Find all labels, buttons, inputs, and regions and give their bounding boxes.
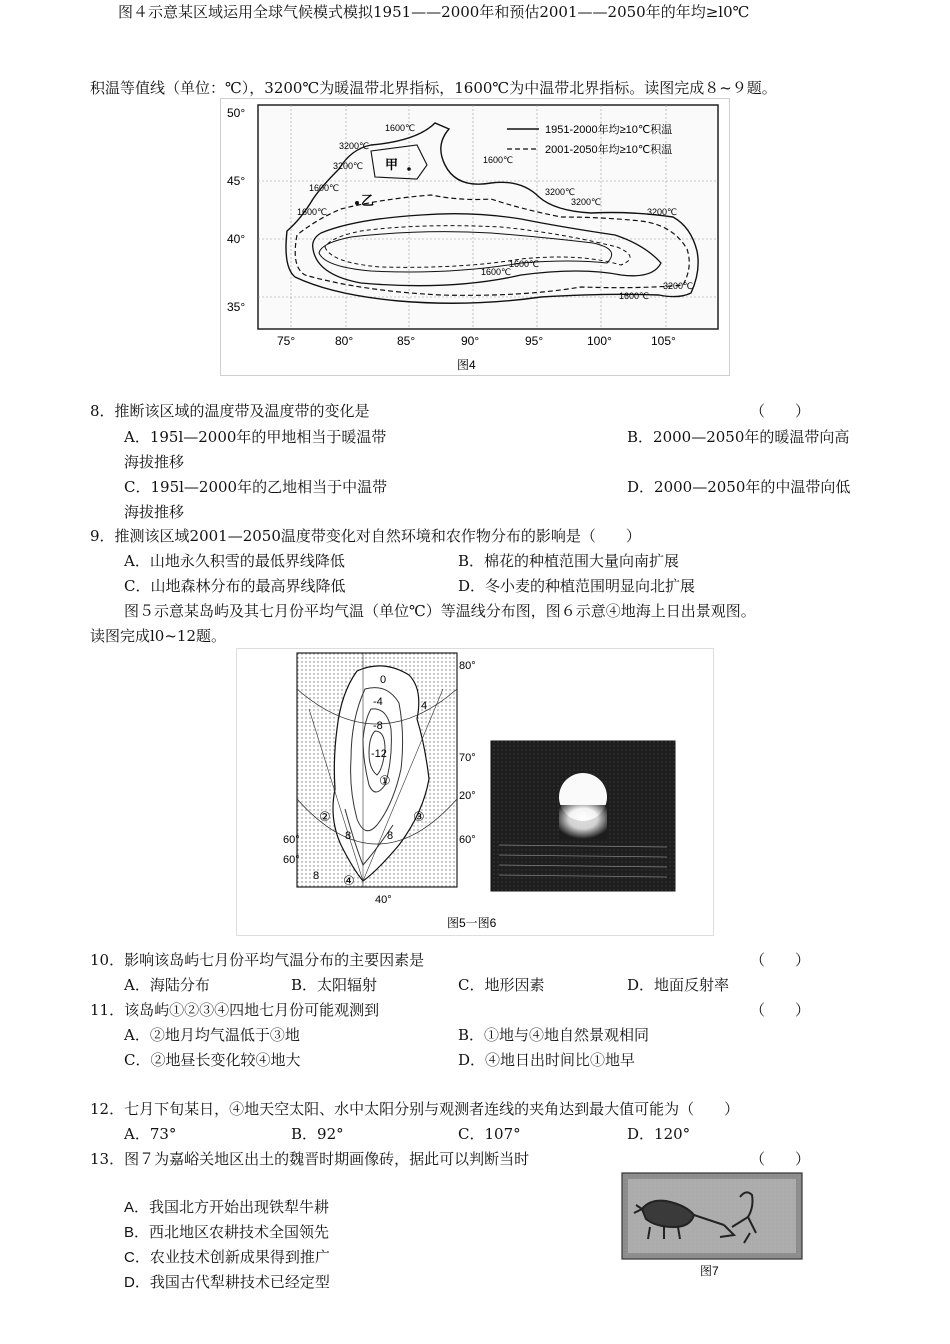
intro2-line1: 图５示意某岛屿及其七月份平均气温（单位℃）等温线分布图，图６示意④地海上日出景观图。 — [124, 602, 756, 620]
iso-label: 3200℃ — [333, 161, 364, 171]
q10-option-d[interactable]: D．地面反射率 — [627, 976, 730, 994]
q12-option-b[interactable]: B．92° — [291, 1125, 344, 1143]
q8-option-d-cont: 海拔推移 — [124, 503, 185, 521]
q9-option-a[interactable]: A．山地永久积雪的最低界线降低 — [124, 552, 345, 570]
figure4-caption: 图4 — [457, 358, 476, 372]
figure4 — [220, 98, 730, 376]
q8-option-c[interactable]: C．195l—2000年的乙地相当于中温带 — [124, 478, 388, 496]
lon-label: 80° — [335, 334, 354, 348]
legend-dashed: 2001-2050年均≥10℃积温 — [545, 144, 673, 156]
isotherm-label: 0 — [380, 674, 387, 686]
iso-label: 1600℃ — [619, 291, 650, 301]
q8-option-d[interactable]: D．2000—2050年的中温带向低 — [627, 478, 851, 496]
q8-option-b[interactable]: B．2000—2050年的暖温带向高 — [627, 428, 850, 446]
intro1-line2: 积温等值线（单位：℃），3200℃为暖温带北界指标，1600℃为中温带北界指标。读图完成８~９题。 — [90, 79, 777, 97]
isotherm-label: 4 — [421, 700, 428, 712]
point-1: ① — [379, 773, 391, 788]
iso-label: 3200℃ — [545, 187, 576, 197]
isotherm-label: -8 — [373, 720, 383, 732]
lat-label: 35° — [227, 300, 246, 314]
iso-label: 3200℃ — [647, 207, 678, 217]
iso-label: 3200℃ — [571, 197, 602, 207]
lon-label: 95° — [525, 334, 544, 348]
lon-label: 75° — [277, 334, 296, 348]
q9-option-b[interactable]: B．棉花的种植范围大量向南扩展 — [458, 552, 680, 570]
iso-label: 1600℃ — [297, 207, 328, 217]
q11-option-a[interactable]: A．②地月均气温低于③地 — [124, 1026, 300, 1044]
lon-label: 20° — [459, 790, 476, 802]
lon-label: 105° — [651, 334, 676, 348]
lat-label: 50° — [227, 106, 246, 120]
lon-label: 60° — [459, 834, 476, 846]
q13-stem: 13．图７为嘉峪关地区出土的魏晋时期画像砖，据此可以判断当时 — [90, 1150, 530, 1168]
q10-paren: （ ） — [750, 951, 811, 969]
lon-label: 85° — [397, 334, 416, 348]
q12-option-c[interactable]: C．107° — [458, 1125, 521, 1143]
q10-stem: 10．影响该岛屿七月份平均气温分布的主要因素是 — [90, 951, 425, 969]
point-2: ② — [319, 809, 331, 824]
lat-label: 60° — [283, 854, 300, 866]
q13-option-b[interactable]: B．西北地区农耕技术全国领先 — [124, 1224, 330, 1241]
point-3: ③ — [413, 809, 425, 824]
q8-option-b-cont: 海拔推移 — [124, 453, 185, 471]
figure5-6-caption: 图5一图6 — [447, 916, 497, 930]
place-jia: 甲 — [385, 157, 399, 172]
lon-label: 100° — [587, 334, 612, 348]
iso-label: 3200℃ — [663, 281, 694, 291]
q10-option-c[interactable]: C．地形因素 — [458, 976, 545, 994]
figure7-caption: 图7 — [700, 1264, 719, 1278]
iso-label: 1600℃ — [509, 259, 540, 269]
iso-label: 1600℃ — [309, 183, 340, 193]
q13-option-c[interactable]: C．农业技术创新成果得到推广 — [124, 1249, 330, 1266]
q13-paren: （ ） — [750, 1150, 811, 1168]
iso-label: 1600℃ — [385, 123, 416, 133]
isotherm-label: -4 — [373, 696, 383, 708]
q8-paren: （ ） — [750, 402, 811, 420]
intro2-line2: 读图完成l0~12题。 — [90, 627, 226, 645]
q13-option-a[interactable]: A．我国北方开始出现铁犁牛耕 — [124, 1199, 330, 1216]
lat-label: 40° — [227, 232, 246, 246]
place-yi: 乙 — [361, 193, 375, 208]
isotherm-label: 8 — [387, 830, 394, 842]
figure5-6 — [236, 648, 714, 936]
intro1-line1: 图４示意某区域运用全球气候模式模拟1951——2000年和预估2001——2050年的年均≥l0℃ — [118, 3, 750, 21]
lat-label: 60° — [283, 834, 300, 846]
q13-option-d[interactable]: D．我国古代犁耕技术已经定型 — [124, 1274, 330, 1291]
isotherm-label: 8 — [345, 830, 352, 842]
lat-label: 45° — [227, 174, 246, 188]
q12-option-d[interactable]: D．120° — [627, 1125, 691, 1143]
point-4: ④ — [343, 873, 355, 888]
q9-stem: 9．推测该区域2001—2050温度带变化对自然环境和农作物分布的影响是（ ） — [90, 527, 641, 545]
lat-label: 40° — [375, 894, 392, 906]
legend-solid: 1951-2000年均≥10℃积温 — [545, 124, 673, 136]
q9-option-d[interactable]: D．冬小麦的种植范围明显向北扩展 — [458, 577, 696, 595]
figure7 — [620, 1171, 804, 1281]
q11-option-c[interactable]: C．②地昼长变化较④地大 — [124, 1051, 301, 1069]
isotherm-label: -12 — [371, 748, 387, 760]
iso-label: 3200℃ — [339, 141, 370, 151]
q8-option-a[interactable]: A．195l—2000年的甲地相当于暖温带 — [124, 428, 387, 446]
q12-option-a[interactable]: A．73° — [124, 1125, 177, 1143]
q11-stem: 11．该岛屿①②③④四地七月份可能观测到 — [90, 1001, 380, 1019]
q11-paren: （ ） — [750, 1001, 811, 1019]
iso-label: 1600℃ — [481, 267, 512, 277]
q10-option-b[interactable]: B．太阳辐射 — [291, 976, 378, 994]
q8-stem: 8．推断该区域的温度带及温度带的变化是 — [90, 402, 370, 420]
isotherm-label: 8 — [313, 870, 320, 882]
iso-label: 1600℃ — [483, 155, 514, 165]
lat-label: 80° — [459, 660, 476, 672]
q11-option-b[interactable]: B．①地与④地自然景观相同 — [458, 1026, 650, 1044]
lat-label: 70° — [459, 752, 476, 764]
lon-label: 90° — [461, 334, 480, 348]
q9-option-c[interactable]: C．山地森林分布的最高界线降低 — [124, 577, 346, 595]
q12-stem: 12．七月下旬某日，④地天空太阳、水中太阳分别与观测者连线的夹角达到最大值可能为（ ） — [90, 1100, 740, 1118]
q10-option-a[interactable]: A．海陆分布 — [124, 976, 210, 994]
q11-option-d[interactable]: D．④地日出时间比①地早 — [458, 1051, 636, 1069]
